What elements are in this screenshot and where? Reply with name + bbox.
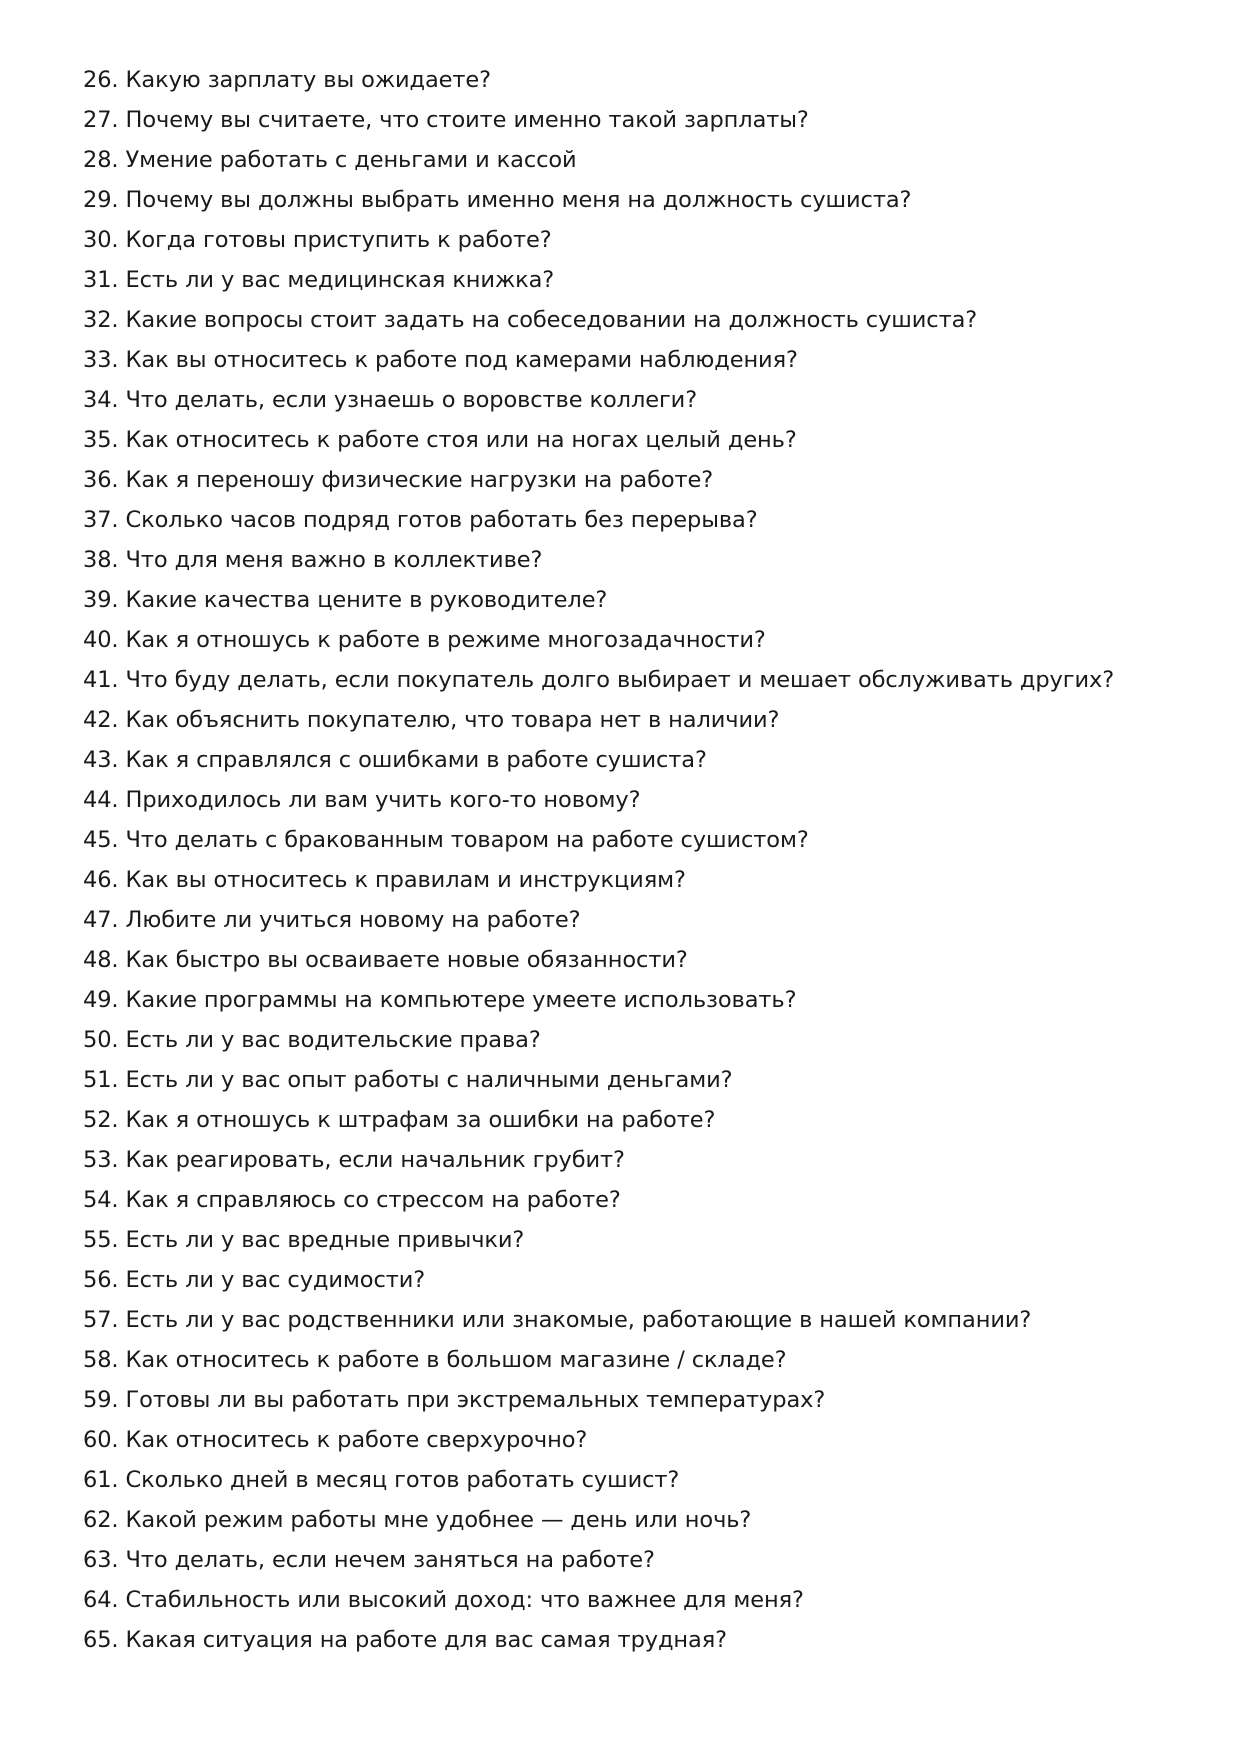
question-item: 41. Что буду делать, если покупатель долго выбирает и мешает обслуживать других?: [83, 667, 1115, 693]
question-item: 42. Как объяснить покупателю, что товара нет в наличии?: [83, 707, 780, 733]
question-item: 61. Сколько дней в месяц готов работать сушист?: [83, 1467, 680, 1493]
question-item: 28. Умение работать с деньгами и кассой: [83, 147, 577, 173]
question-item: 62. Какой режим работы мне удобнее — день или ночь?: [83, 1507, 752, 1533]
question-item: 33. Как вы относитесь к работе под камерами наблюдения?: [83, 347, 798, 373]
question-item: 60. Как относитесь к работе сверхурочно?: [83, 1427, 588, 1453]
question-item: 54. Как я справляюсь со стрессом на работе?: [83, 1187, 621, 1213]
question-item: 56. Есть ли у вас судимости?: [83, 1267, 426, 1293]
question-item: 63. Что делать, если нечем заняться на работе?: [83, 1547, 655, 1573]
question-item: 38. Что для меня важно в коллективе?: [83, 547, 543, 573]
question-item: 58. Как относитесь к работе в большом магазине / складе?: [83, 1347, 787, 1373]
question-item: 65. Какая ситуация на работе для вас самая трудная?: [83, 1627, 727, 1653]
question-item: 45. Что делать с бракованным товаром на работе сушистом?: [83, 827, 809, 853]
question-item: 55. Есть ли у вас вредные привычки?: [83, 1227, 525, 1253]
question-item: 52. Как я отношусь к штрафам за ошибки на работе?: [83, 1107, 716, 1133]
question-item: 50. Есть ли у вас водительские права?: [83, 1027, 541, 1053]
question-item: 59. Готовы ли вы работать при экстремальных температурах?: [83, 1387, 826, 1413]
question-item: 37. Сколько часов подряд готов работать без перерыва?: [83, 507, 758, 533]
question-item: 64. Стабильность или высокий доход: что важнее для меня?: [83, 1587, 804, 1613]
question-item: 40. Как я отношусь к работе в режиме многозадачности?: [83, 627, 766, 653]
question-item: 29. Почему вы должны выбрать именно меня на должность сушиста?: [83, 187, 912, 213]
question-item: 48. Как быстро вы осваиваете новые обязанности?: [83, 947, 688, 973]
question-item: 32. Какие вопросы стоит задать на собеседовании на должность сушиста?: [83, 307, 978, 333]
question-item: 47. Любите ли учиться новому на работе?: [83, 907, 581, 933]
question-item: 26. Какую зарплату вы ожидаете?: [83, 67, 491, 93]
question-item: 43. Как я справлялся с ошибками в работе сушиста?: [83, 747, 707, 773]
question-item: 27. Почему вы считаете, что стоите именно такой зарплаты?: [83, 107, 809, 133]
question-item: 49. Какие программы на компьютере умеете использовать?: [83, 987, 797, 1013]
question-item: 30. Когда готовы приступить к работе?: [83, 227, 552, 253]
question-item: 57. Есть ли у вас родственники или знакомые, работающие в нашей компании?: [83, 1307, 1032, 1333]
question-item: 35. Как относитесь к работе стоя или на ногах целый день?: [83, 427, 797, 453]
question-item: 31. Есть ли у вас медицинская книжка?: [83, 267, 555, 293]
question-item: 39. Какие качества цените в руководителе?: [83, 587, 608, 613]
question-item: 53. Как реагировать, если начальник грубит?: [83, 1147, 625, 1173]
question-item: 34. Что делать, если узнаешь о воровстве коллеги?: [83, 387, 698, 413]
question-item: 46. Как вы относитесь к правилам и инструкциям?: [83, 867, 686, 893]
question-item: 36. Как я переношу физические нагрузки на работе?: [83, 467, 714, 493]
question-item: 51. Есть ли у вас опыт работы с наличными деньгами?: [83, 1067, 733, 1093]
question-list: [83, 60, 1183, 1660]
question-item: 44. Приходилось ли вам учить кого-то новому?: [83, 787, 641, 813]
